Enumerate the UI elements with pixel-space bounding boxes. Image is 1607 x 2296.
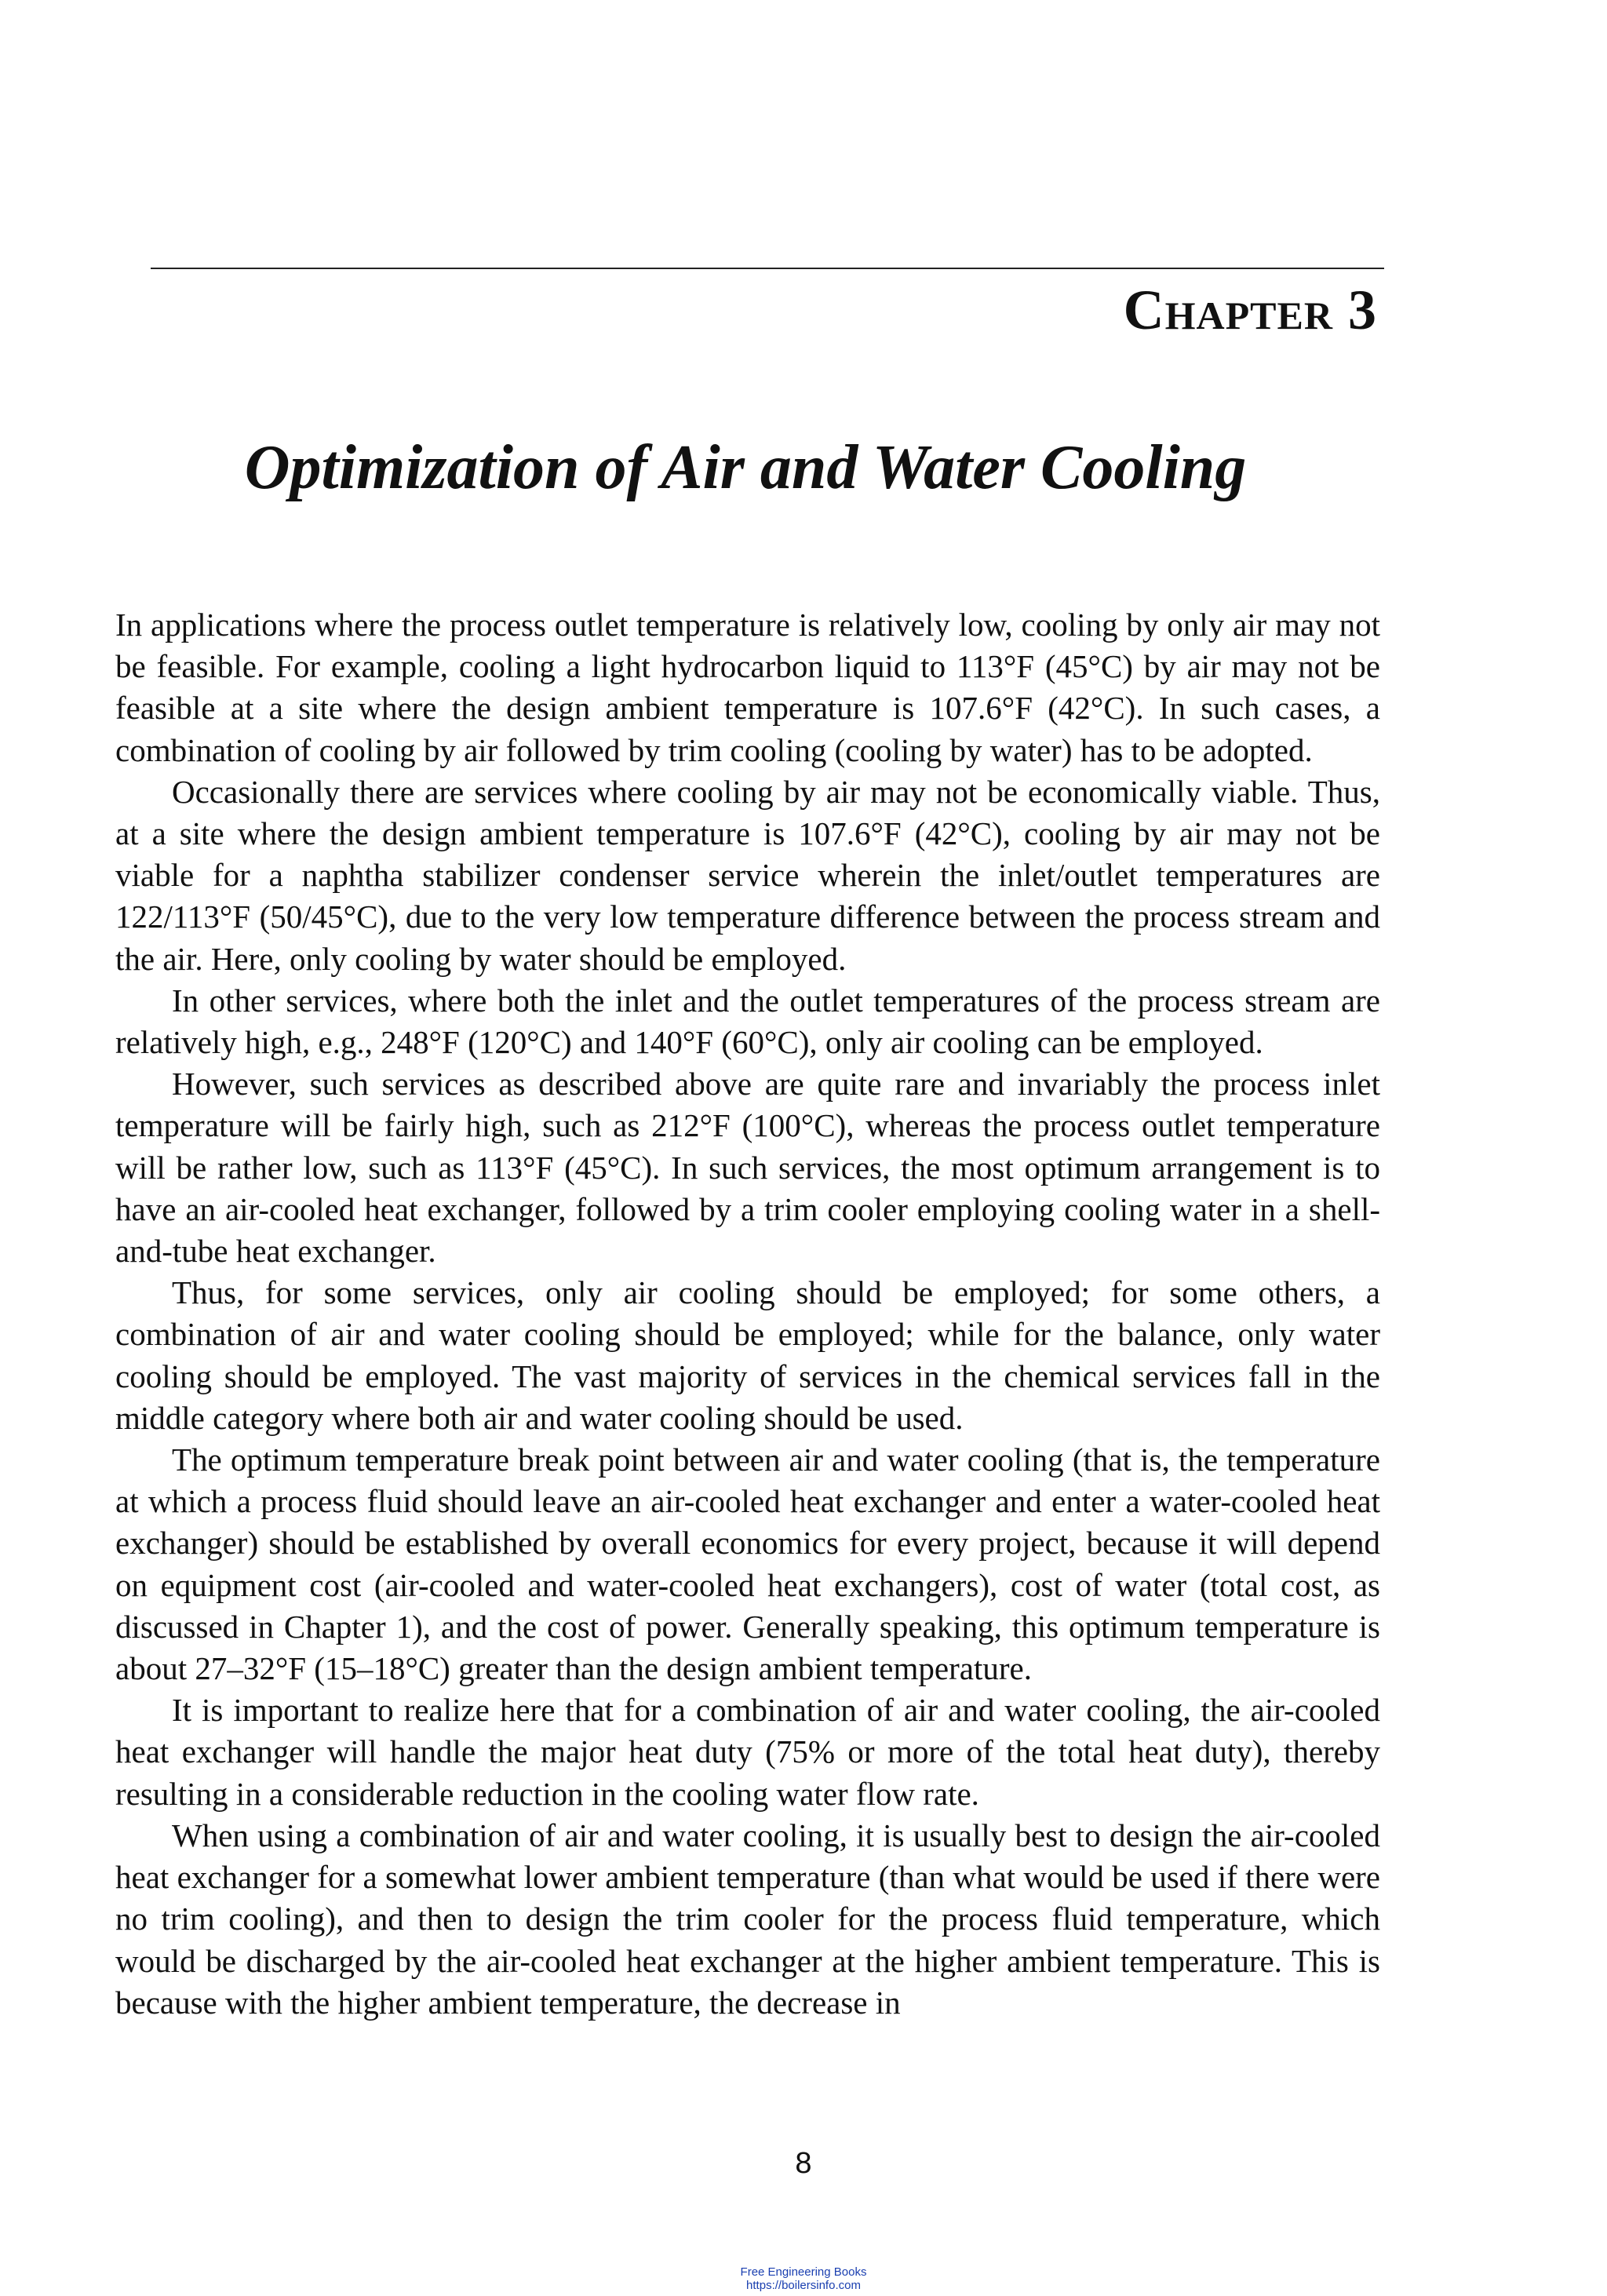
header-rule [151,268,1384,269]
paragraph: Thus, for some services, only air cooling should be employed; for some others, a combination of air and water cooling should be employed; while for the balance, only water cooling should be employed. The vast majority of services in the chemical services fall in the middle category where both air and water cooling should be used. [115,1274,1380,1436]
paragraph: When using a combination of air and water cooling, it is usually best to design the air-cooled heat exchanger for a somewhat lower ambient temperature (than what would be used if there were no trim cooling), and then to design the trim cooler for the process fluid temperature, which would be discharged by the air-cooled heat exchanger at the higher ambient temperature. This is because with the higher ambient temperature, the decrease in [115,1817,1380,2021]
chapter-title: Optimization of Air and Water Cooling [244,433,1247,502]
paragraph: However, such services as described above are quite rare and invariably the process inlet temperature will be fairly high, such as 212°F (100°C), whereas the process outlet temperature will be rather low, such as 113°F (45°C). In such services, the most optimum arrangement is to have an air-cooled heat exchanger, followed by a trim cooler employing cooling water in a shell-and-tube heat exchanger. [115,1066,1380,1270]
page-number: 8 [795,2147,812,2180]
chapter-label: Chapter 3 [1123,279,1377,341]
paragraph: In applications where the process outlet temperature is relatively low, cooling by only air may not be feasible. For example, cooling a light hydrocarbon liquid to 113°F (45°C) by air may not be feasible at a site where the design ambient temperature is 107.6°F (42°C). In such cases, a combination of cooling by air followed by trim cooling (cooling by water) has to be adopted. [115,607,1380,768]
footer [0,2265,1607,2292]
footer-link[interactable]: https://boilersinfo.com [746,2279,861,2292]
footer-title: Free Engineering Books [740,2265,867,2279]
paragraph: Occasionally there are services where cooling by air may not be economically viable. Thus, at a site where the design ambient temperature is 107.6°F (42°C), cooling by air may not be viable for a naphtha stabilizer condenser service wherein the inlet/outlet temperatures are 122/113°F (50/45°C), due to the very low temperature difference between the process stream and the air. Here, only cooling by water should be employed. [115,773,1380,977]
paragraph: In other services, where both the inlet and the outlet temperatures of the process stream are relatively high, e.g., 248°F (120°C) and 140°F (60°C), only air cooling can be employed. [115,982,1380,1061]
body-text [115,604,1380,2024]
paragraph: The optimum temperature break point between air and water cooling (that is, the temperature at which a process fluid should leave an air-cooled heat exchanger and enter a water-cooled heat exchanger) should be established by overall economics for every project, because it will depend on equipment cost (air-cooled and water-cooled heat exchangers), cost of water (total cost, as discussed in Chapter 1), and the cost of power. Generally speaking, this optimum temperature is about 27–32°F (15–18°C) greater than the design ambient temperature. [115,1441,1380,1687]
paragraph: It is important to realize here that for a combination of air and water cooling, the air-cooled heat exchanger will handle the major heat duty (75% or more of the total heat duty), thereby resulting in a considerable reduction in the cooling water flow rate. [115,1692,1380,1812]
